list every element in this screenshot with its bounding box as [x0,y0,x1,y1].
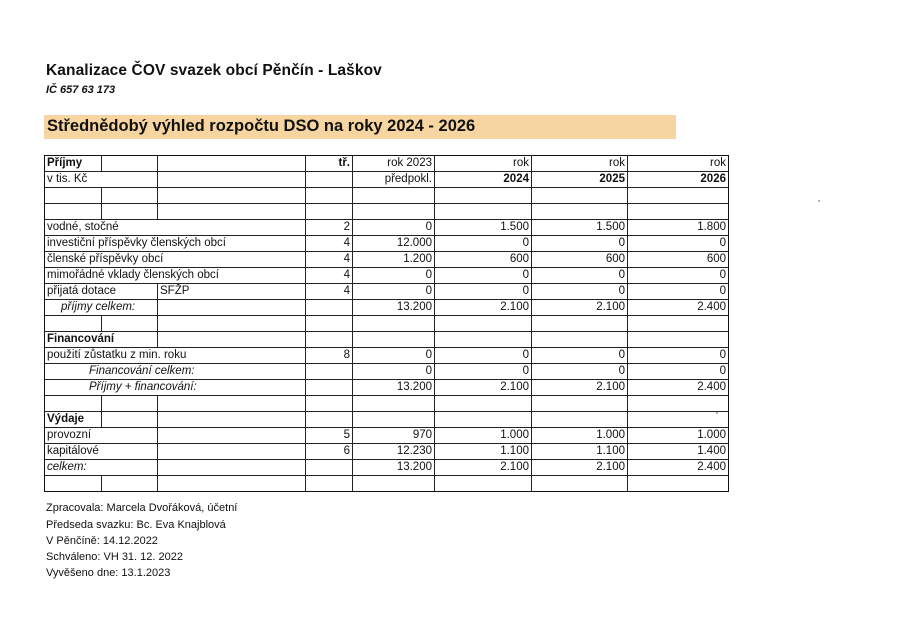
row-2025: 0 [532,236,628,252]
row-label: použití zůstatku z min. roku [45,348,306,364]
table-row [45,444,729,460]
header-income: Příjmy [45,156,102,172]
financing-total-2023: 0 [353,364,435,380]
table-row [45,236,729,252]
expenses-total-row [45,460,729,476]
row-class: 5 [306,428,353,444]
financing-header-row [45,332,729,348]
row-2023: 0 [353,268,435,284]
financing-total-label: Financování celkem: [45,364,306,380]
org-name: Kanalizace ČOV svazek obcí Pěnčín - Laškov [46,62,382,79]
row-2026: 0 [628,236,729,252]
header-row-1 [45,156,729,172]
income-total-2023: 13.200 [353,300,435,316]
header-2024: 2024 [435,172,532,188]
expenses-total-2025: 2.100 [532,460,628,476]
row-2023: 12.230 [353,444,435,460]
empty-row [45,476,729,492]
empty-row [45,188,729,204]
row-2023: 0 [353,220,435,236]
row-2023: 970 [353,428,435,444]
header-year-2023: rok 2023 [353,156,435,172]
row-2025: 1.500 [532,220,628,236]
table-row [45,252,729,268]
row-2026: 0 [628,348,729,364]
empty-row [45,316,729,332]
row-2024: 1.000 [435,428,532,444]
header-unit: v tis. Kč [45,172,158,188]
row-2026: 1.000 [628,428,729,444]
chairperson: Předseda svazku: Bc. Eva Knajblová [46,519,226,531]
document-title: Střednědobý výhled rozpočtu DSO na roky 2024 - 2026 [47,117,476,135]
financing-total-row [45,364,729,380]
expenses-total-label: celkem: [45,460,158,476]
row-2024: 0 [435,348,532,364]
title-banner [44,115,676,139]
row-2026: 0 [628,268,729,284]
approval-date: Schváleno: VH 31. 12. 2022 [46,551,183,563]
income-financing-2024: 2.100 [435,380,532,396]
row-2025: 600 [532,252,628,268]
row-2023: 1.200 [353,252,435,268]
row-label: kapitálové [45,444,158,460]
income-total-row [45,300,729,316]
row-label: investiční příspěvky členských obcí [45,236,306,252]
income-financing-2025: 2.100 [532,380,628,396]
header-2026: 2026 [628,172,729,188]
row-2025: 1.100 [532,444,628,460]
scan-speck [716,412,718,414]
expenses-total-2026: 2.400 [628,460,729,476]
empty-row [45,204,729,220]
header-rok-2026: rok [628,156,729,172]
header-class: tř. [306,156,353,172]
financing-total-2024: 0 [435,364,532,380]
table-row [45,268,729,284]
row-class: 6 [306,444,353,460]
income-financing-2023: 13.200 [353,380,435,396]
org-id-number: IČ 657 63 173 [46,84,116,96]
row-2025: 0 [532,348,628,364]
row-class: 8 [306,348,353,364]
expenses-total-2024: 2.100 [435,460,532,476]
header-2025: 2025 [532,172,628,188]
row-label: vodné, stočné [45,220,306,236]
financing-total-2026: 0 [628,364,729,380]
row-2026: 1.400 [628,444,729,460]
header-rok-2024: rok [435,156,532,172]
row-2024: 1.500 [435,220,532,236]
income-total-label: příjmy celkem: [45,300,158,316]
expenses-header-row [45,412,729,428]
row-class: 2 [306,220,353,236]
expenses-total-2023: 13.200 [353,460,435,476]
income-financing-label: Příjmy + financování: [45,380,306,396]
row-2023: 12.000 [353,236,435,252]
table-row [45,220,729,236]
row-label: přijatá dotace [45,284,158,300]
income-total-2025: 2.100 [532,300,628,316]
financing-total-2025: 0 [532,364,628,380]
header-rok-2025: rok [532,156,628,172]
income-financing-row [45,380,729,396]
table-row [45,428,729,444]
row-class: 4 [306,252,353,268]
row-class: 4 [306,284,353,300]
table-row [45,348,729,364]
row-2024: 0 [435,236,532,252]
row-2025: 0 [532,284,628,300]
row-2025: 1.000 [532,428,628,444]
row-2026: 1.800 [628,220,729,236]
header-expected: předpokl. [353,172,435,188]
row-2024: 1.100 [435,444,532,460]
posted-date: Vyvěšeno dne: 13.1.2023 [46,567,171,579]
scan-speck [818,200,820,202]
prepared-by: Zpracovala: Marcela Dvořáková, účetní [46,502,238,514]
row-class: 4 [306,236,353,252]
row-label: mimořádné vklady členských obcí [45,268,306,284]
row-class: 4 [306,268,353,284]
budget-table [44,155,729,492]
empty-row [45,396,729,412]
income-total-2026: 2.400 [628,300,729,316]
income-total-2024: 2.100 [435,300,532,316]
expenses-header: Výdaje [45,412,102,428]
header-row-2 [45,172,729,188]
row-2026: 0 [628,284,729,300]
row-sublabel: SFŽP [158,284,306,300]
table-row [45,284,729,300]
row-2026: 600 [628,252,729,268]
row-label: provozní [45,428,158,444]
row-2025: 0 [532,268,628,284]
row-2023: 0 [353,348,435,364]
row-2024: 0 [435,284,532,300]
row-2024: 0 [435,268,532,284]
row-2023: 0 [353,284,435,300]
place-date: V Pěnčíně: 14.12.2022 [46,535,158,547]
row-label: členské příspěvky obcí [45,252,306,268]
row-2024: 600 [435,252,532,268]
income-financing-2026: 2.400 [628,380,729,396]
financing-header: Financování [45,332,158,348]
